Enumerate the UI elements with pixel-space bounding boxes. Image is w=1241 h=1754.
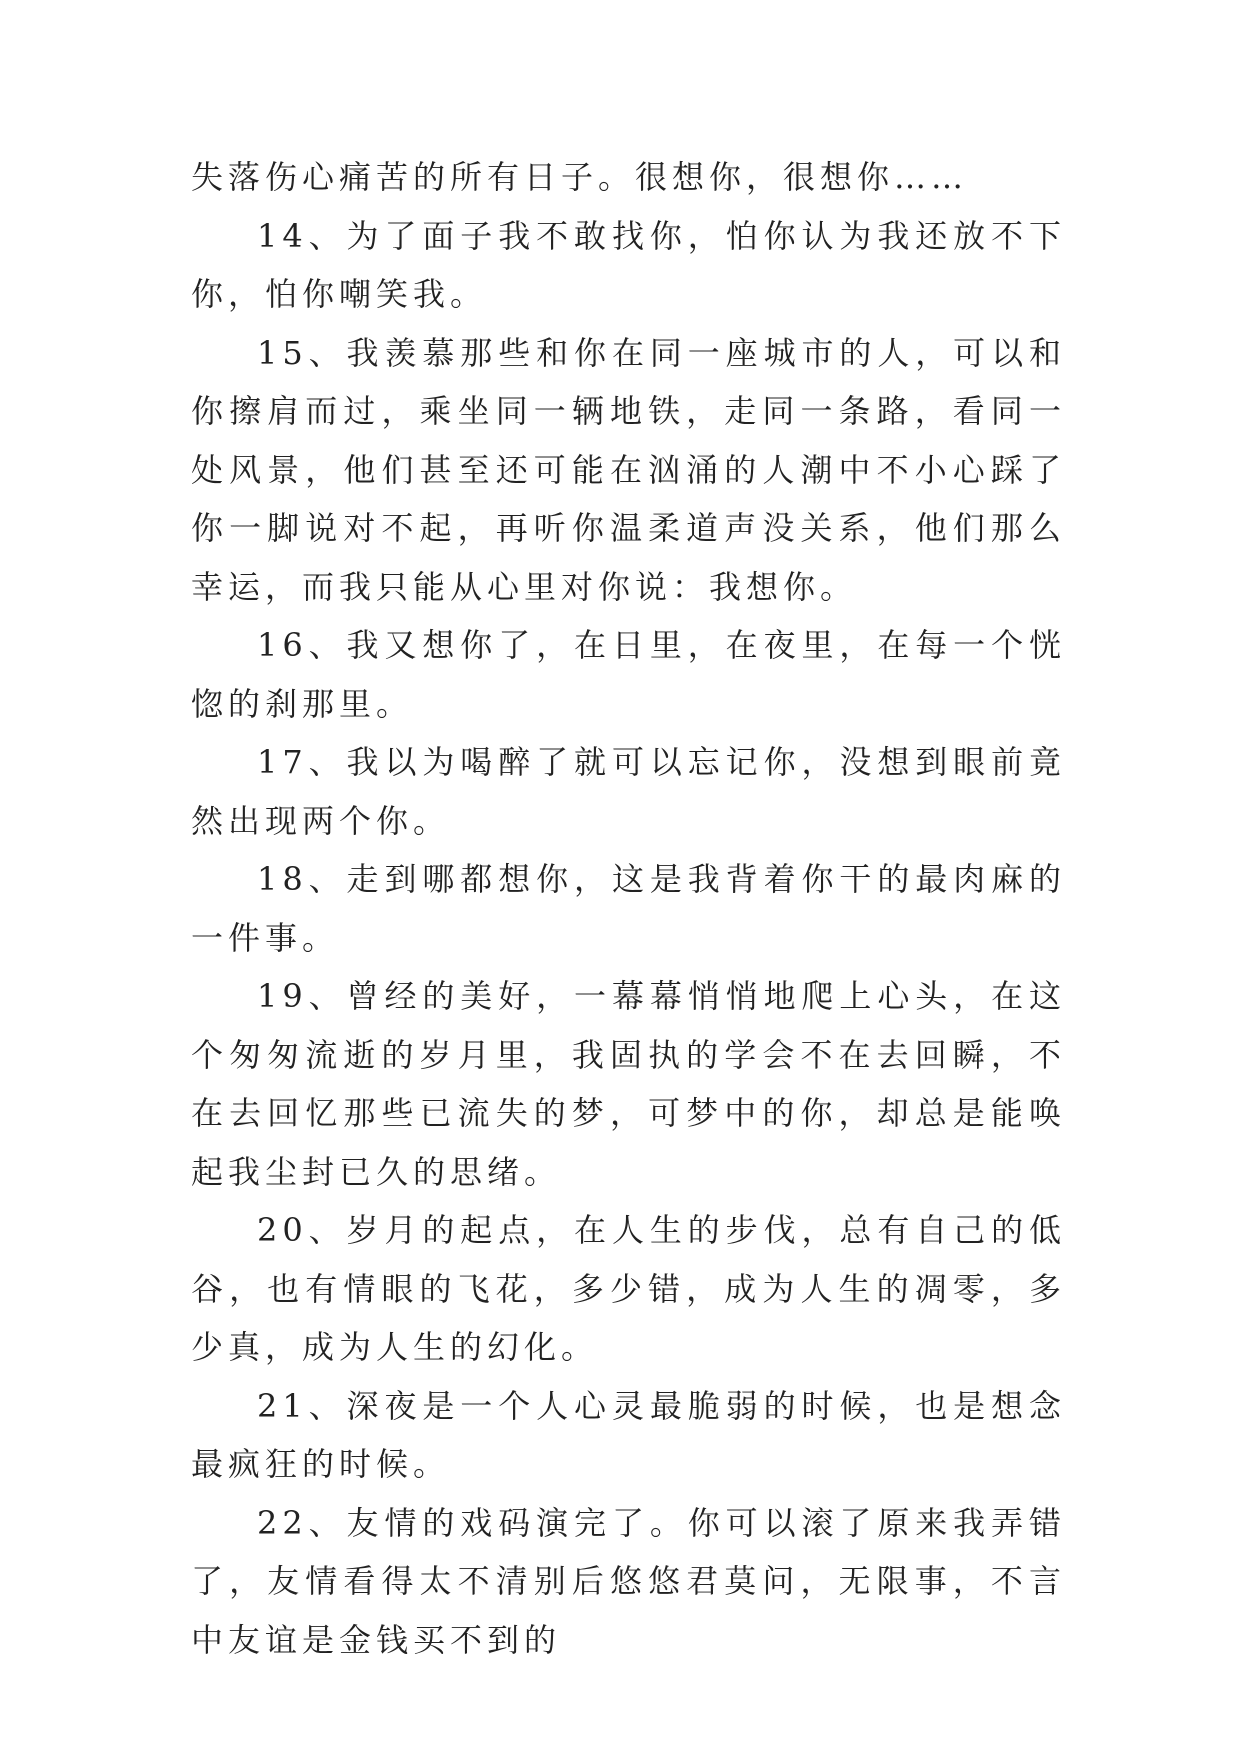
paragraph-16: 16、我又想你了，在日里，在夜里，在每一个恍惚的刹那里。 [191,626,1066,723]
paragraph-17: 17、我以为喝醉了就可以忘记你，没想到眼前竟然出现两个你。 [191,743,1066,840]
paragraph-21: 21、深夜是一个人心灵最脆弱的时候，也是想念最疯狂的时候。 [191,1386,1066,1483]
paragraph-20: 20、岁月的起点，在人生的步伐，总有自己的低谷，也有情眼的飞花，多少错，成为人生的凋零，多少真，成为人生的幻化。 [191,1211,1066,1366]
paragraph-continuation: 失落伤心痛苦的所有日子。很想你，很想你…… [191,158,969,196]
paragraph-22: 22、友情的戏码演完了。你可以滚了原来我弄错了，友情看得太不清别后悠悠君莫问，无限事，不言中友谊是金钱买不到的 [191,1503,1066,1659]
paragraph-14: 14、为了面子我不敢找你，怕你认为我还放不下你，怕你嘲笑我。 [191,216,1066,313]
paragraph-19: 19、曾经的美好，一幕幕悄悄地爬上心头，在这个匆匆流逝的岁月里，我固执的学会不在去回瞬，不在去回忆那些已流失的梦，可梦中的你，却总是能唤起我尘封已久的思绪。 [191,977,1066,1191]
paragraph-18: 18、走到哪都想你，这是我背着你干的最肉麻的一件事。 [191,860,1066,957]
paragraph-15: 15、我羡慕那些和你在同一座城市的人，可以和你擦肩而过，乘坐同一辆地铁，走同一条路，看同一处风景，他们甚至还可能在汹涌的人潮中不小心踩了你一脚说对不起，再听你温柔道声没关系，他们那么幸运，而我只能从心里对你说：我想你。 [191,333,1066,606]
